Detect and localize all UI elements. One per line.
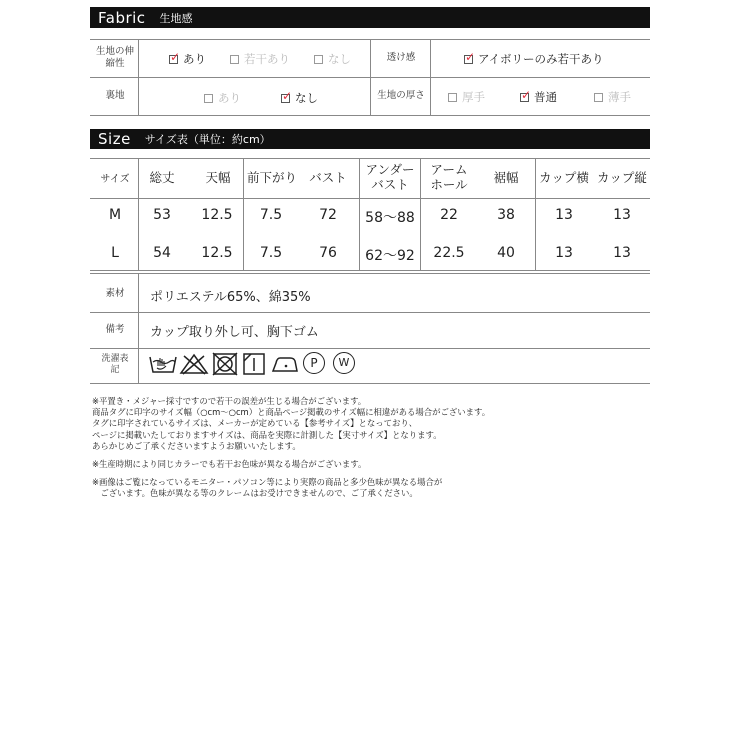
checkbox-empty-icon — [230, 55, 239, 64]
checkbox-empty-icon — [448, 93, 457, 102]
sheer-option: ✓ アイボリーのみ若干あり — [464, 51, 603, 67]
divider — [90, 312, 650, 313]
lining-option-yes: あり — [204, 90, 241, 106]
size-cell: 22 — [440, 207, 458, 223]
fabric-header-bar — [90, 7, 650, 28]
size-cell: 72 — [319, 207, 337, 223]
divider — [90, 270, 650, 271]
size-title-en: Size — [98, 130, 131, 148]
size-cell: 7.5 — [259, 207, 283, 223]
hand-wash-icon — [147, 352, 179, 376]
care-label: 洗濯表記 — [101, 354, 129, 375]
size-cell: 13 — [613, 207, 631, 223]
size-header-cell: カップ縦 — [597, 170, 647, 185]
size-cell: 53 — [153, 207, 171, 223]
fabric-title-jp: 生地感 — [159, 11, 193, 25]
size-cell: 13 — [613, 245, 631, 261]
divider — [420, 158, 421, 270]
size-header-cell: 総丈 — [149, 170, 175, 185]
size-cell: 40 — [497, 245, 515, 261]
checkbox-empty-icon — [314, 55, 323, 64]
remarks-label: 備考 — [105, 324, 125, 335]
size-header-cell: アーム ホール — [430, 162, 468, 192]
note-line: あらかじめご了承くださいますようお願いいたします。 — [92, 441, 301, 451]
size-header-cell: 裾幅 — [493, 170, 519, 185]
thickness-option-thin: 薄手 — [594, 89, 631, 105]
fabric-title-en: Fabric — [98, 8, 146, 27]
sheer-label: 透け感 — [386, 52, 416, 63]
size-header-cell: 天幅 — [205, 170, 231, 185]
size-cell: M — [108, 207, 122, 223]
no-bleach-icon — [179, 352, 209, 376]
lining-option-no: ✓ なし — [281, 90, 318, 106]
thickness-option-normal: ✓ 普通 — [520, 89, 557, 105]
thickness-label: 生地の厚さ — [377, 90, 425, 101]
checkbox-checked-icon — [464, 55, 473, 64]
divider — [138, 273, 139, 383]
size-cell: 62〜92 — [365, 248, 415, 264]
note-line: タグに印字されているサイズは、メーカーが定めている【参考サイズ】となっており、 — [92, 418, 418, 428]
dry-clean-p-icon: P — [303, 352, 325, 374]
size-cell: 7.5 — [259, 245, 283, 261]
divider — [90, 348, 650, 349]
size-header-cell: アンダー バスト — [365, 162, 415, 192]
divider — [90, 115, 650, 116]
material-label: 素材 — [105, 288, 125, 299]
stretch-label: 生地の伸縮性 — [95, 46, 134, 69]
size-cell: 13 — [555, 245, 573, 261]
divider — [90, 198, 650, 199]
line-dry-shade-icon — [242, 352, 266, 376]
size-title-jp: サイズ表（単位：約cm） — [144, 133, 271, 146]
size-cell: 22.5 — [433, 245, 465, 261]
checkbox-empty-icon — [204, 94, 213, 103]
stretch-option-slight: 若干あり — [230, 51, 290, 67]
size-header-cell: 前下がり — [246, 170, 297, 185]
divider — [138, 39, 139, 115]
material-value: ポリエステル65%、綿35% — [150, 290, 311, 305]
size-cell: 38 — [497, 207, 515, 223]
checkbox-checked-icon — [169, 55, 178, 64]
stretch-option-yes: ✓ あり — [169, 51, 206, 67]
checkbox-checked-icon — [281, 94, 290, 103]
thickness-option-thick: 厚手 — [448, 89, 485, 105]
size-header-bar — [90, 129, 650, 149]
size-cell: 12.5 — [201, 245, 233, 261]
note-line: ※平置き・メジャー採寸ですので若干の誤差が生じる場合がございます。 — [92, 396, 367, 406]
divider — [90, 273, 650, 274]
size-cell: 12.5 — [201, 207, 233, 223]
note-line: ※画像はご覧になっているモニター・パソコン等により実際の商品と多少色味が異なる場合が — [92, 477, 443, 487]
size-header-cell: バスト — [309, 170, 347, 185]
size-cell: 76 — [319, 245, 337, 261]
note-line: 商品タグに印字のサイズ幅（○cm〜○cm）と商品ページ掲載のサイズ幅に相違がある場合がございます。 — [92, 407, 491, 417]
size-cell: L — [111, 245, 119, 261]
divider — [90, 158, 650, 159]
divider — [370, 39, 371, 115]
divider — [90, 383, 650, 384]
note-line: ページに掲載いたしておりますサイズは、商品を実際に計測した【実寸サイズ】となります。 — [92, 430, 442, 440]
size-cell: 54 — [153, 245, 171, 261]
wet-clean-w-icon: W — [333, 352, 355, 374]
checkbox-empty-icon — [594, 93, 603, 102]
checkbox-checked-icon — [520, 93, 529, 102]
remarks-value: カップ取り外し可、胸下ゴム — [150, 325, 319, 340]
size-cell: 13 — [555, 207, 573, 223]
note-line: ございます。色味が異なる等のクレームはお受けできませんので、ご了承ください。 — [92, 488, 418, 498]
size-header-cell: サイズ — [100, 174, 130, 185]
note-line: ※生産時期により同じカラーでも若干お色味が異なる場合がございます。 — [92, 459, 367, 469]
divider — [430, 39, 431, 115]
stretch-option-no: なし — [314, 51, 351, 67]
size-header-cell: カップ横 — [539, 170, 589, 185]
lining-label: 裏地 — [105, 90, 125, 101]
iron-low-icon — [270, 352, 300, 376]
no-tumble-dry-icon — [211, 352, 239, 376]
size-cell: 58〜88 — [365, 210, 415, 226]
